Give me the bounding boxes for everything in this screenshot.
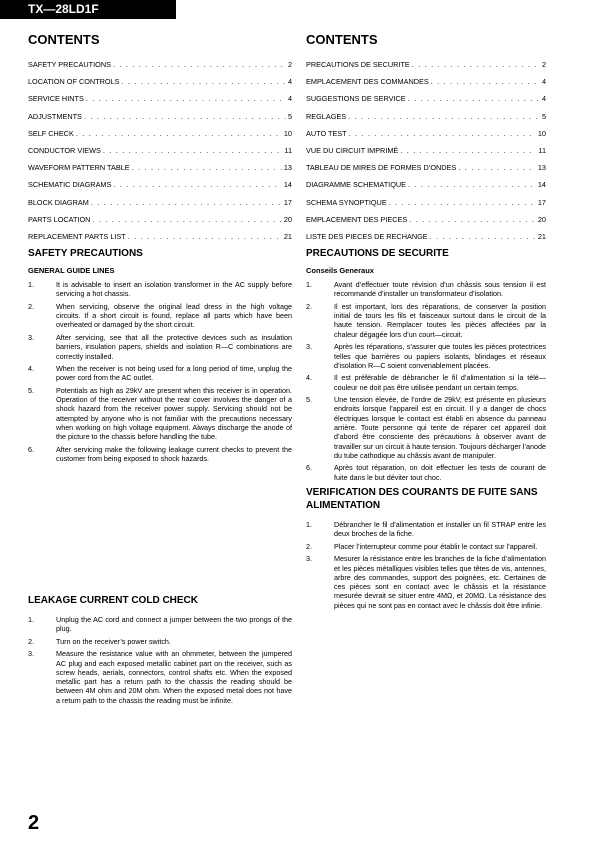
item-text: Il est important, lors des réparations, de conserver la position initial de tours les fils et faisceaux surtout dans le circuit de la haute tension. Remplacer toutes les pièces affectées par la chaleur dégagée lors d’un court—circuit. [334, 301, 546, 339]
toc-entry-page: 4 [287, 77, 292, 87]
list-item [28, 649, 292, 705]
safety-precautions-heading: SAFETY PRECAUTIONS [28, 248, 143, 260]
item-number: 2. [306, 301, 312, 311]
toc-leader-dots [84, 108, 286, 125]
toc-entry-page: 10 [283, 128, 292, 138]
item-text: When the receiver is not being used for a long period of time, unplug the power cord from the AC outlet. [56, 364, 292, 383]
toc-entry-page: 13 [283, 163, 292, 173]
toc-entry-label: SCHEMATIC DIAGRAMS [28, 180, 112, 190]
item-text: It is advisable to insert an isolation transformer in the AC supply before servicing a hot chassis. [56, 280, 292, 299]
toc-entry [306, 194, 546, 211]
toc-entry-page: 14 [283, 180, 292, 190]
list-item [306, 395, 546, 460]
toc-leader-dots [132, 159, 282, 176]
toc-entry-page: 20 [283, 214, 292, 224]
toc-entry [28, 56, 292, 73]
toc-entry-page: 2 [287, 60, 292, 69]
toc-entry-page: 14 [537, 180, 546, 190]
toc-entry-label: PARTS LOCATION [28, 214, 91, 224]
item-text: Il est préférable de débrancher le fil d’alimentation si la télé—couleur ne doit pas être utilisée pendant un certain temps. [334, 373, 546, 392]
list-item [306, 554, 546, 610]
toc-entry-page: 11 [538, 145, 546, 155]
toc-leader-dots [86, 90, 286, 107]
list-item [306, 302, 546, 339]
toc-leader-dots [122, 73, 286, 90]
toc-entry-page: 21 [537, 231, 546, 241]
toc-entry-label: AUTO TEST [306, 128, 347, 138]
toc-leader-dots [128, 228, 282, 245]
toc-entry-label: CONDUCTOR VIEWS [28, 145, 101, 155]
toc-entry-label: SUGGESTIONS DE SERVICE [306, 94, 406, 104]
toc-entry-label: TABLEAU DE MIRES DE FORMES D’ONDES [306, 163, 457, 173]
toc-entry-label: SELF CHECK [28, 128, 74, 138]
list-item [306, 520, 546, 539]
list-item [306, 342, 546, 370]
toc-entry-label: SERVICE HINTS [28, 94, 84, 104]
toc-entry [306, 73, 546, 90]
contents-title: CONTENTS [28, 32, 100, 47]
toc-list [28, 56, 292, 245]
item-number: 6. [306, 463, 312, 473]
toc-entry [28, 211, 292, 228]
toc-entry-label: EMPLACEMENT DES COMMANDES [306, 77, 429, 87]
toc-entry-label: SCHEMA SYNOPTIQUE [306, 197, 387, 207]
toc-entry-page: 10 [537, 128, 546, 138]
item-text: Mesurer la résistance entre les branches de la fiche d’alimentation et les pièces métalliques visibles telles que têtes de vis, antennes, arbre des commandes, support des poignées, etc. Certaines de ces pièces sont en contact avec le châssis et la résistance mesurée devrait se situer entre 4MΩ, et 20MΩ. La résistance des pièces qui ne sont pas en contact avec le châssis doit être infinie. [334, 554, 546, 610]
contents-title-fr: CONTENTS [306, 32, 378, 47]
toc-entry [306, 56, 546, 73]
item-text: After servicing make the following leakage current checks to prevent the customer from being exposed to shock hazards. [56, 444, 292, 464]
item-number: 2. [28, 636, 34, 646]
toc-leader-dots [409, 211, 536, 228]
item-number: 5. [306, 395, 312, 405]
toc-entry-label: REPLACEMENT PARTS LIST [28, 231, 126, 241]
item-text: Turn on the receiver’s power switch. [56, 636, 171, 646]
item-text: When servicing, observe the original lead dress in the high voltage circuits. If a short circuit is found, replace all parts which have been overheated or damaged by the short circuit. [56, 301, 292, 330]
toc-leader-dots [103, 142, 283, 159]
toc-entry [306, 176, 546, 193]
toc-entry-label: PRECAUTIONS DE SECURITE [306, 60, 410, 69]
list-item [306, 373, 546, 392]
list-item [28, 333, 292, 361]
item-number: 3. [306, 554, 312, 564]
conseils-list [306, 280, 546, 482]
toc-entry-page: 4 [287, 94, 292, 104]
model-label: TX—28LD1F [0, 0, 176, 19]
toc-entry [306, 142, 546, 159]
toc-entry-label: REGLAGES [306, 111, 347, 121]
toc-entry-page: 20 [537, 214, 546, 224]
toc-leader-dots [349, 125, 536, 142]
toc-leader-dots [431, 73, 540, 90]
leakage-list [28, 615, 292, 705]
list-item [306, 280, 546, 299]
item-text: Après tout réparation, on doit effectuer les tests de courant de fuite dans le but déviter tout choc. [334, 463, 546, 482]
general-guidelines-heading: GENERAL GUIDE LINES [28, 266, 115, 276]
toc-leader-dots [458, 159, 536, 176]
toc-entry-label: DIAGRAMME SCHEMATIQUE [306, 180, 407, 190]
toc-leader-dots [348, 108, 540, 125]
item-number: 4. [28, 364, 34, 373]
item-text: Avant d’effectuer toute révision d’un châssis sous tension il est recommandé d’installer un transformateur d’isolation. [334, 280, 546, 299]
leakage-heading: LEAKAGE CURRENT COLD CHECK [28, 595, 198, 606]
item-number: 3. [28, 649, 34, 659]
toc-entry-page: 5 [287, 111, 292, 121]
item-number: 1. [306, 280, 312, 290]
toc-entry-page: 2 [541, 60, 546, 69]
toc-leader-dots [91, 194, 282, 211]
toc-leader-dots [412, 56, 540, 73]
item-text: Potentials as high as 29kV are present when this receiver is in operation. Operation of the receiver without the rear cover involves the danger of a shock hazard from the receiver power supply. Servicing should not be attempted by anyone who is not familiar with the precautions necessary when working on high voltage equipment. Always discharge the anode of the picture to the chassis before handling the tube. [56, 385, 292, 442]
toc-entry [306, 125, 546, 142]
toc-entry [28, 90, 292, 107]
item-number: 5. [28, 385, 34, 395]
toc-entry-label: WAVEFORM PATTERN TABLE [28, 163, 130, 173]
toc-leader-dots [389, 194, 536, 211]
list-item [28, 302, 292, 330]
toc-entry-label: VUE DU CIRCUIT IMPRIMÉ [306, 145, 399, 155]
verification-list [306, 520, 546, 610]
item-number: 1. [28, 615, 34, 624]
toc-entry [28, 194, 292, 211]
list-item [306, 463, 546, 482]
toc-entry-page: 21 [283, 231, 292, 241]
toc-entry-page: 13 [537, 163, 546, 173]
precautions-securite-heading: PRECAUTIONS DE SECURITE [306, 248, 449, 260]
page-number: 2 [28, 812, 40, 834]
toc-list-fr [306, 56, 546, 245]
item-number: 3. [28, 332, 34, 342]
toc-leader-dots [92, 211, 281, 228]
toc-leader-dots [113, 56, 286, 73]
item-number: 2. [306, 541, 312, 551]
item-number: 4. [306, 373, 312, 383]
toc-entry-label: BLOCK DIAGRAM [28, 197, 89, 207]
toc-entry-page: 11 [284, 145, 292, 155]
list-item [28, 280, 292, 299]
item-number: 3. [306, 342, 312, 352]
item-text: Unplug the AC cord and connect a jumper between the two prongs of the plug. [56, 615, 292, 634]
list-item [306, 542, 546, 551]
toc-entry [28, 142, 292, 159]
toc-entry-page: 4 [541, 94, 546, 104]
item-text: Après les réparations, s’assurer que toutes les pièces protectrices telles que barrières ou papiers isolants, blindages et réseaux d’isolation R—C soient convenablement placées. [334, 342, 546, 370]
toc-leader-dots [400, 142, 536, 159]
toc-entry [28, 73, 292, 90]
general-guidelines-list [28, 280, 292, 463]
item-text: Measure the resistance value with an ohmmeter, between the jumpered AC plug and each exposed metallic cabinet part on the receiver, such as screw heads, aerials, connectors, control shafts etc. When the exposed metallic part has a return path to the chassis the reading should be between 4M ohm and 20M ohm. When the exposed metal does not have a return path to the chassis the reading must be infinite. [56, 649, 292, 705]
item-text: Placer l’interrupteur comme pour établir le contact sur l’appareil. [334, 541, 538, 551]
toc-entry [28, 228, 292, 245]
toc-entry-page: 4 [541, 77, 546, 87]
toc-entry-label: ADJUSTMENTS [28, 111, 82, 121]
item-text: Débrancher le fil d’alimentation et installer un fil STRAP entre les deux broches de la fiche. [334, 519, 546, 539]
list-item [28, 386, 292, 442]
toc-entry-page: 17 [537, 197, 546, 207]
toc-entry [306, 159, 546, 176]
list-item [28, 615, 292, 634]
toc-entry-label: SAFETY PRECAUTIONS [28, 60, 111, 69]
leakage-section [28, 594, 292, 708]
list-item [28, 637, 292, 646]
conseils-generaux-heading: Conseils Generaux [306, 266, 374, 276]
verification-heading: VERIFICATION DES COURANTS DE FUITE SANS ALIMENTATION [306, 486, 538, 511]
toc-leader-dots [408, 176, 536, 193]
toc-entry [28, 108, 292, 125]
left-column [28, 32, 292, 467]
item-number: 1. [28, 280, 34, 290]
toc-entry-label: LISTE DES PIECES DE RECHANGE [306, 231, 428, 241]
item-number: 2. [28, 301, 34, 311]
toc-leader-dots [113, 176, 281, 193]
toc-entry [306, 90, 546, 107]
toc-entry [28, 176, 292, 193]
toc-entry [306, 211, 546, 228]
toc-entry-page: 17 [283, 197, 292, 207]
toc-entry-label: LOCATION OF CONTROLS [28, 77, 120, 87]
toc-entry-page: 5 [541, 111, 546, 121]
right-column [306, 32, 546, 613]
toc-leader-dots [430, 228, 536, 245]
toc-entry [28, 159, 292, 176]
toc-entry [306, 108, 546, 125]
toc-entry [28, 125, 292, 142]
toc-leader-dots [408, 90, 540, 107]
toc-leader-dots [76, 125, 282, 142]
item-text: After servicing, see that all the protective devices such as insulation barriers, insulation papers, shields and isolation R—C combinations are correctly installed. [56, 332, 292, 361]
list-item [28, 364, 292, 383]
toc-entry-label: EMPLACEMENT DES PIECES [306, 214, 408, 224]
item-number: 1. [306, 519, 312, 529]
toc-entry [306, 228, 546, 245]
item-text: Une tension élevée, de l’ordre de 29kV, est présente en plusieurs endroits lorsque l’appareil est en circuit. Il y a danger de chocs électriques lorsque le contact est établi en absence du panneau arrière. Toute personne qui tente de réparer cet appareil doit d’abord être consciente des précautions à observer avant de travailler sur un circuit à haute tension. Toujours décharger l’anode du tube cathodique au châssis avant de manipuler. [334, 395, 546, 460]
list-item [28, 445, 292, 464]
item-number: 6. [28, 444, 34, 454]
